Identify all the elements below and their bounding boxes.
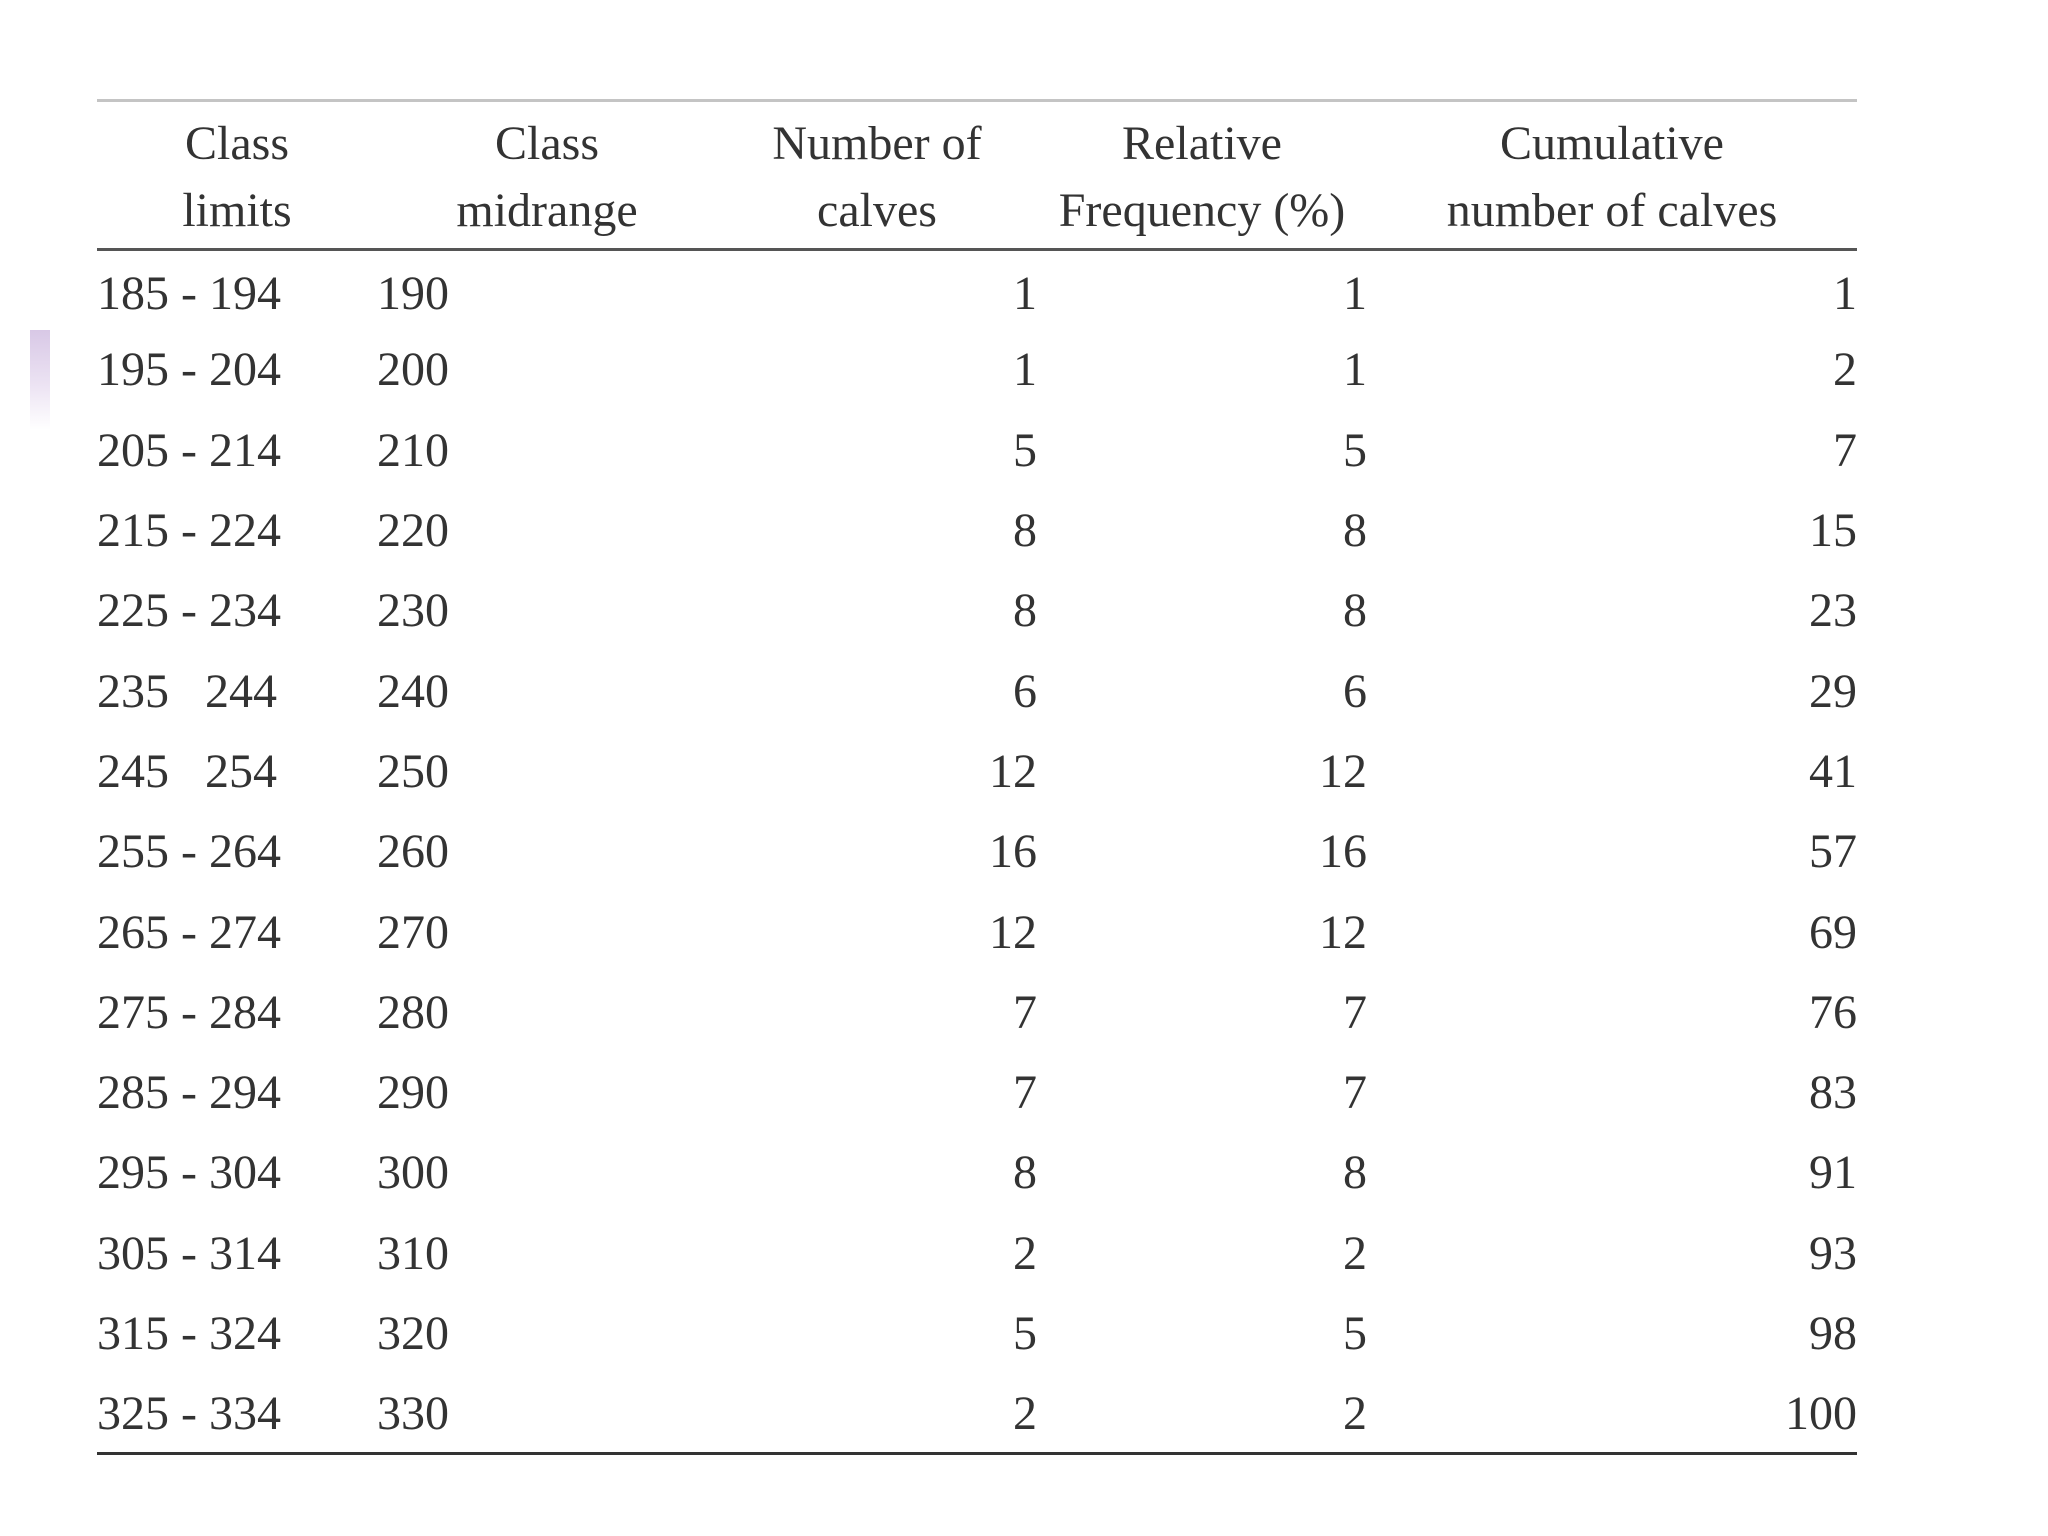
cell-relative-frequency: 12 bbox=[1319, 744, 1367, 798]
table-row bbox=[97, 892, 1857, 972]
cell-number-of-calves: 8 bbox=[1013, 584, 1037, 638]
cell-cumulative-number: 100 bbox=[1785, 1386, 1857, 1440]
cell-number-of-calves: 7 bbox=[1013, 1066, 1037, 1120]
cell-relative-frequency: 8 bbox=[1343, 504, 1367, 558]
cell-relative-frequency: 8 bbox=[1343, 1146, 1367, 1200]
table-container bbox=[97, 99, 1857, 1455]
table-header bbox=[97, 101, 1857, 250]
cell-number-of-calves: 12 bbox=[989, 744, 1037, 798]
cell-cumulative-number: 1 bbox=[1833, 266, 1857, 320]
table-row bbox=[97, 1213, 1857, 1293]
table-row bbox=[97, 1293, 1857, 1373]
table-row bbox=[97, 1374, 1857, 1454]
cell-cumulative-number: 41 bbox=[1809, 744, 1857, 798]
table-row bbox=[97, 972, 1857, 1052]
cell-class-limits: 295 - 304 bbox=[97, 1146, 281, 1200]
cell-class-limits: 245 254 bbox=[97, 744, 277, 798]
cell-class-midrange: 330 bbox=[377, 1386, 449, 1440]
cell-class-limits: 265 - 274 bbox=[97, 905, 281, 959]
header-cumulative-number bbox=[1367, 101, 1857, 250]
cell-class-midrange: 210 bbox=[377, 423, 449, 477]
cell-number-of-calves: 8 bbox=[1013, 1146, 1037, 1200]
cell-class-limits: 285 - 294 bbox=[97, 1066, 281, 1120]
cell-cumulative-number: 2 bbox=[1833, 343, 1857, 397]
cell-number-of-calves: 16 bbox=[989, 825, 1037, 879]
cell-class-midrange: 280 bbox=[377, 985, 449, 1039]
table-row bbox=[97, 651, 1857, 731]
cell-number-of-calves: 6 bbox=[1013, 664, 1037, 718]
cell-class-limits: 305 - 314 bbox=[97, 1226, 281, 1280]
cell-relative-frequency: 7 bbox=[1343, 1066, 1367, 1120]
table-body bbox=[97, 250, 1857, 1454]
header-line: Frequency (%) bbox=[1058, 184, 1346, 237]
cell-cumulative-number: 91 bbox=[1809, 1146, 1857, 1200]
cell-class-limits: 215 - 224 bbox=[97, 504, 281, 558]
cell-number-of-calves: 5 bbox=[1013, 423, 1037, 477]
cell-number-of-calves: 8 bbox=[1013, 504, 1037, 558]
table-row bbox=[97, 1052, 1857, 1132]
cell-cumulative-number: 76 bbox=[1809, 985, 1857, 1039]
cell-class-limits: 225 - 234 bbox=[97, 584, 281, 638]
cell-cumulative-number: 83 bbox=[1809, 1066, 1857, 1120]
cell-relative-frequency: 16 bbox=[1319, 825, 1367, 879]
header-line: Number of bbox=[772, 117, 982, 170]
table-row bbox=[97, 731, 1857, 811]
cell-cumulative-number: 93 bbox=[1809, 1226, 1857, 1280]
cell-relative-frequency: 12 bbox=[1319, 905, 1367, 959]
cell-class-midrange: 220 bbox=[377, 504, 449, 558]
cell-class-midrange: 290 bbox=[377, 1066, 449, 1120]
table-row bbox=[97, 812, 1857, 892]
cell-class-midrange: 320 bbox=[377, 1307, 449, 1360]
header-line: limits bbox=[182, 184, 292, 237]
header-line: Class bbox=[494, 117, 599, 170]
header-line: Relative bbox=[1122, 117, 1282, 170]
cell-number-of-calves: 5 bbox=[1013, 1307, 1037, 1360]
cell-relative-frequency: 6 bbox=[1343, 664, 1367, 718]
table-row bbox=[97, 571, 1857, 651]
cell-number-of-calves: 7 bbox=[1013, 985, 1037, 1039]
cell-class-limits: 325 - 334 bbox=[97, 1386, 281, 1440]
cell-class-midrange: 310 bbox=[377, 1226, 449, 1280]
cell-class-midrange: 270 bbox=[377, 905, 449, 959]
cell-class-limits: 185 - 194 bbox=[97, 266, 281, 320]
cell-class-midrange: 200 bbox=[377, 343, 449, 397]
cell-cumulative-number: 69 bbox=[1809, 905, 1857, 959]
cell-cumulative-number: 23 bbox=[1809, 584, 1857, 638]
header-line: midrange bbox=[456, 184, 638, 237]
cell-relative-frequency: 2 bbox=[1343, 1386, 1367, 1440]
table-row bbox=[97, 330, 1857, 410]
header-class-limits bbox=[97, 101, 377, 250]
header-row bbox=[97, 101, 1857, 250]
table-row bbox=[97, 410, 1857, 490]
cell-class-limits: 195 - 204 bbox=[97, 343, 281, 397]
cell-number-of-calves: 12 bbox=[989, 905, 1037, 959]
header-line: number of calves bbox=[1446, 184, 1778, 237]
table-row bbox=[97, 490, 1857, 570]
header-class-midrange bbox=[377, 101, 717, 250]
header-line: Class bbox=[184, 117, 289, 170]
cell-cumulative-number: 7 bbox=[1833, 423, 1857, 477]
cell-cumulative-number: 98 bbox=[1809, 1307, 1857, 1360]
header-line: calves bbox=[817, 184, 937, 237]
header-relative-frequency bbox=[1037, 101, 1367, 250]
cell-relative-frequency: 2 bbox=[1343, 1226, 1367, 1280]
cell-relative-frequency: 8 bbox=[1343, 584, 1367, 638]
frequency-table bbox=[97, 99, 1857, 1455]
cell-class-limits: 275 - 284 bbox=[97, 985, 281, 1039]
table-row bbox=[97, 1133, 1857, 1213]
cell-class-limits: 315 - 324 bbox=[97, 1307, 281, 1360]
cell-relative-frequency: 5 bbox=[1343, 1307, 1367, 1360]
cell-cumulative-number: 29 bbox=[1809, 664, 1857, 718]
cell-class-midrange: 230 bbox=[377, 584, 449, 638]
slide-accent-bar bbox=[30, 330, 50, 430]
header-line: Cumulative bbox=[1500, 117, 1724, 170]
cell-class-midrange: 240 bbox=[377, 664, 449, 718]
cell-number-of-calves: 2 bbox=[1013, 1386, 1037, 1440]
header-number-of-calves bbox=[717, 101, 1037, 250]
cell-class-midrange: 300 bbox=[377, 1146, 449, 1200]
cell-relative-frequency: 7 bbox=[1343, 985, 1367, 1039]
cell-cumulative-number: 15 bbox=[1809, 504, 1857, 558]
cell-number-of-calves: 1 bbox=[1013, 266, 1037, 320]
cell-class-limits: 255 - 264 bbox=[97, 825, 281, 879]
cell-class-limits: 205 - 214 bbox=[97, 423, 281, 477]
cell-class-limits: 235 244 bbox=[97, 664, 277, 718]
cell-class-midrange: 190 bbox=[377, 266, 449, 320]
cell-number-of-calves: 2 bbox=[1013, 1226, 1037, 1280]
cell-relative-frequency: 1 bbox=[1343, 266, 1367, 320]
table-row bbox=[97, 250, 1857, 330]
cell-relative-frequency: 5 bbox=[1343, 423, 1367, 477]
cell-class-midrange: 250 bbox=[377, 744, 449, 798]
cell-cumulative-number: 57 bbox=[1809, 825, 1857, 879]
cell-class-midrange: 260 bbox=[377, 825, 449, 879]
cell-relative-frequency: 1 bbox=[1343, 343, 1367, 397]
cell-number-of-calves: 1 bbox=[1013, 343, 1037, 397]
